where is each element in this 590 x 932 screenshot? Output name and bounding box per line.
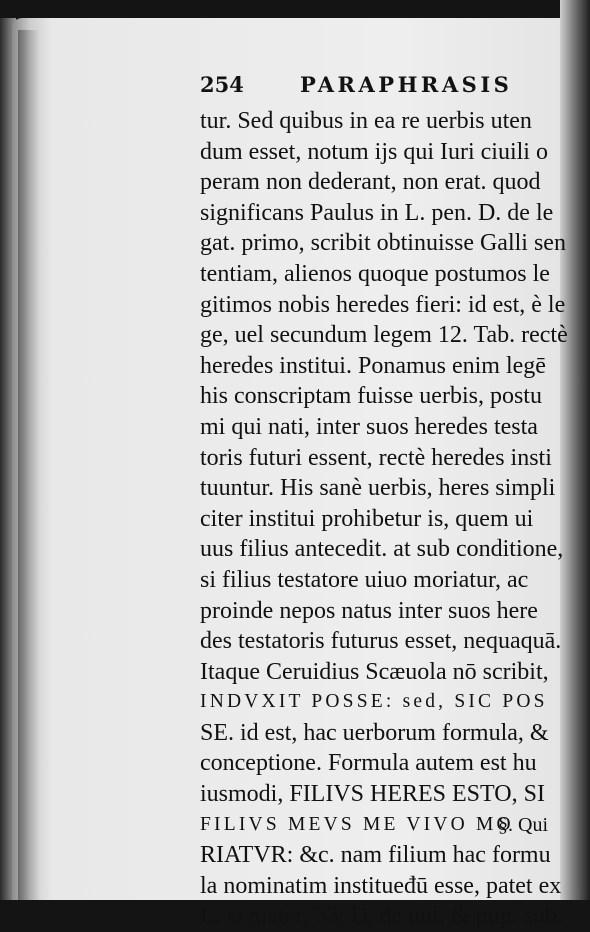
text-line: heredes institui. Ponamus enim legē [200,352,546,379]
text-line: ge, uel secundum legem 12. Tab. rectè [200,322,568,349]
text-line: gat. primo, scribit obtinuisse Galli sen [200,230,566,257]
text-line: his conscriptam fuisse uerbis, postu [200,383,542,410]
text-line: gitimos nobis heredes fieri: id est, è le [200,291,566,318]
text-line: FILIVS MEVS ME VIVO MO [200,813,514,835]
text-line: dum esset, notum ijs qui Iuri ciuili o [200,138,548,165]
text-line: tuuntur. His sanè uerbis, heres simpli [200,475,556,502]
text-line: L. si mater, 33. D, de uul, & pup. sub. [200,903,563,930]
text-line: proinde nepos natus inter suos here [200,597,538,624]
text-line: si filius testatore uiuo moriatur, ac [200,566,529,593]
text-line: RIATVR: &c. nam filium hac formu [200,842,551,869]
body-text [200,106,572,932]
page-header [200,72,540,104]
running-title: PARAPHRASIS [300,72,513,97]
text-line: uus filius antecedit. at sub conditione, [200,536,564,563]
page-number: 254 [200,72,244,97]
text-line: tur. Sed quibus in ea re uerbis uten [200,108,532,134]
text-line: citer institui prohibetur is, quem ui [200,505,534,532]
gutter-shadow [18,30,40,900]
text-line: tentiam, alienos quoque postumos le [200,260,550,287]
text-line: significans Paulus in L. pen. D. de le [200,199,554,226]
text-line: peram non dederant, non erat. quod [200,169,541,196]
text-line: la nominatim institueđū esse, patet ex [200,872,562,899]
text-line: toris futuri essent, rectè heredes insti [200,444,552,471]
text-line: Itaque Ceruidius Scæuola nō scribit, [200,658,549,685]
text-line: des testatoris futurus esset, nequaquā. [200,628,562,655]
text-line: conceptione. Formula autem est hu [200,750,537,777]
text-line: SE. id est, hac uerborum formula, & [200,719,549,746]
text-line: INDVXIT POSSE: sed, SIC POS [200,691,548,713]
catchword: §. Qui [498,814,548,836]
text-line: iusmodi, FILIVS HERES ESTO, SI [200,781,545,808]
text-line: mi qui nati, inter suos heredes testa [200,413,538,440]
